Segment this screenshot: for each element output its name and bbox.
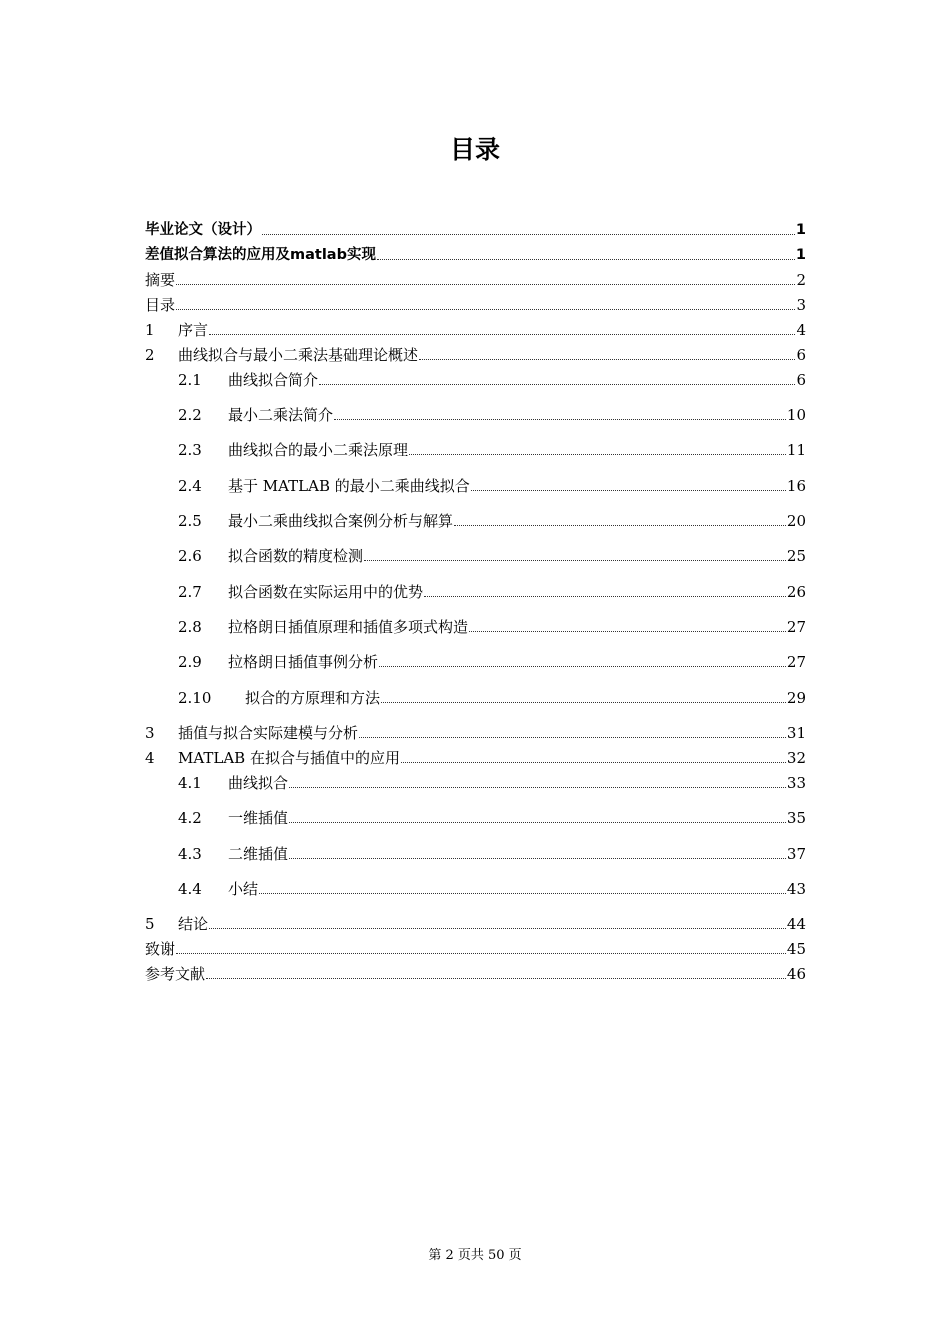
toc-entry-number: 2.3 xyxy=(178,441,202,459)
toc-dot-leader xyxy=(424,595,786,597)
toc-dot-leader xyxy=(209,333,795,335)
toc-entry-label: 目录 xyxy=(145,296,176,314)
toc-entry-number: 2.1 xyxy=(178,371,202,389)
toc-entry-page: 46 xyxy=(786,965,806,983)
toc-entry[interactable] xyxy=(145,474,806,496)
toc-dot-leader xyxy=(419,358,795,360)
toc-dot-leader xyxy=(379,665,786,667)
toc-entry-label: MATLAB 在拟合与插值中的应用 xyxy=(178,749,400,767)
toc-entry[interactable] xyxy=(145,544,806,566)
toc-dot-leader xyxy=(401,761,786,763)
toc-entry-label: 插值与拟合实际建模与分析 xyxy=(178,724,359,742)
toc-entry-label: 曲线拟合的最小二乘法原理 xyxy=(228,441,409,459)
toc-entry-page: 37 xyxy=(786,845,806,863)
toc-dot-leader xyxy=(259,892,786,894)
toc-entry[interactable] xyxy=(145,721,806,743)
toc-entry-page: 29 xyxy=(786,689,806,707)
toc-entry-label: 拉格朗日插值原理和插值多项式构造 xyxy=(228,618,469,636)
toc-entry-number: 4.4 xyxy=(178,880,202,898)
toc-entry-page: 27 xyxy=(786,653,806,671)
toc-dot-leader xyxy=(209,927,786,929)
toc-entry[interactable] xyxy=(145,403,806,425)
toc-entry-number: 2.10 xyxy=(178,689,212,707)
toc-dot-leader xyxy=(454,524,786,526)
toc-dot-leader xyxy=(176,952,786,954)
toc-dot-leader xyxy=(206,977,786,979)
toc-entry[interactable] xyxy=(145,650,806,672)
toc-entry[interactable] xyxy=(145,937,806,959)
toc-dot-leader xyxy=(289,821,786,823)
toc-entry-number: 2.6 xyxy=(178,547,202,565)
toc-dot-leader xyxy=(262,233,795,235)
toc-entry[interactable] xyxy=(145,580,806,602)
toc-entry[interactable] xyxy=(145,318,806,340)
toc-dot-leader xyxy=(381,701,786,703)
toc-entry-label: 曲线拟合 xyxy=(228,774,289,792)
page-title: 目录 xyxy=(449,135,500,164)
toc-entry-page: 6 xyxy=(796,346,806,364)
toc-dot-leader xyxy=(359,736,786,738)
toc-entry-label: 二维插值 xyxy=(228,845,289,863)
toc-entry[interactable] xyxy=(145,615,806,637)
toc-entry-label: 序言 xyxy=(178,321,209,339)
toc-entry[interactable] xyxy=(145,343,806,365)
toc-entry-label: 一维插值 xyxy=(228,809,289,827)
toc-entry-number: 2 xyxy=(145,346,155,364)
toc-entry[interactable] xyxy=(145,268,806,290)
toc-entry-label: 毕业论文（设计） xyxy=(145,222,261,238)
toc-entry[interactable] xyxy=(145,771,806,793)
toc-entry-number: 4.2 xyxy=(178,809,202,827)
toc-entry-number: 1 xyxy=(145,321,155,339)
toc-entry-label: 基于 MATLAB 的最小二乘曲线拟合 xyxy=(228,477,470,495)
toc-entry[interactable] xyxy=(145,293,806,315)
toc-entry-page: 44 xyxy=(786,915,806,933)
toc-entry[interactable] xyxy=(145,746,806,768)
toc-entry[interactable] xyxy=(145,877,806,899)
toc-entry-label: 致谢 xyxy=(145,940,176,958)
toc-entry[interactable] xyxy=(145,686,806,708)
toc-entry-page: 2 xyxy=(796,271,806,289)
toc-entry-page: 31 xyxy=(786,724,806,742)
toc-entry-page: 43 xyxy=(786,880,806,898)
toc-entry-number: 3 xyxy=(145,724,155,742)
toc-entry[interactable] xyxy=(145,806,806,828)
toc-entry-page: 27 xyxy=(786,618,806,636)
toc-dot-leader xyxy=(176,283,795,285)
toc-entry-page: 6 xyxy=(796,371,806,389)
toc-entry-label: 最小二乘曲线拟合案例分析与解算 xyxy=(228,512,454,530)
toc-entry[interactable] xyxy=(145,438,806,460)
toc-entry-page: 10 xyxy=(786,406,806,424)
toc-entry-page: 11 xyxy=(786,441,806,459)
toc-dot-leader xyxy=(469,630,786,632)
toc-dot-leader xyxy=(364,559,786,561)
toc-entry-number: 2.9 xyxy=(178,653,202,671)
toc-entry-number: 2.8 xyxy=(178,618,202,636)
toc-entry-page: 16 xyxy=(786,477,806,495)
toc-dot-leader xyxy=(471,489,786,491)
toc-entry-label: 最小二乘法简介 xyxy=(228,406,334,424)
toc-dot-leader xyxy=(176,308,795,310)
toc-entry-label: 拟合函数的精度检测 xyxy=(228,547,364,565)
toc-entry-number: 2.4 xyxy=(178,477,202,495)
toc-entry-page: 3 xyxy=(796,296,806,314)
toc-entry[interactable] xyxy=(145,962,806,984)
toc-entry-label: 小结 xyxy=(228,880,259,898)
toc-dot-leader xyxy=(409,453,786,455)
toc-dot-leader xyxy=(334,418,786,420)
toc-entry-page: 1 xyxy=(795,222,806,238)
toc-entry-label: 曲线拟合简介 xyxy=(228,371,319,389)
toc-entry-number: 2.2 xyxy=(178,406,202,424)
toc-entry-number: 5 xyxy=(145,915,155,933)
toc-entry-page: 4 xyxy=(796,321,806,339)
toc-entry-label: 拉格朗日插值事例分析 xyxy=(228,653,379,671)
toc-entry-number: 4.3 xyxy=(178,845,202,863)
toc-entry-number: 2.5 xyxy=(178,512,202,530)
toc-entry-page: 20 xyxy=(786,512,806,530)
toc-entry-page: 32 xyxy=(786,749,806,767)
toc-entry-page: 26 xyxy=(786,583,806,601)
toc-entry[interactable] xyxy=(145,912,806,934)
toc-dot-leader xyxy=(289,786,786,788)
toc-entry[interactable] xyxy=(145,368,806,390)
page-footer: 第 2 页共 50 页 xyxy=(428,1248,522,1263)
toc-entry[interactable] xyxy=(145,842,806,864)
toc-entry-label: 结论 xyxy=(178,915,209,933)
toc-entry-label: 曲线拟合与最小二乘法基础理论概述 xyxy=(178,346,419,364)
toc-entry[interactable] xyxy=(145,218,806,240)
toc-dot-leader xyxy=(377,258,795,260)
toc-entry-page: 35 xyxy=(786,809,806,827)
toc-entry-label: 摘要 xyxy=(145,271,176,289)
toc-entry-page: 25 xyxy=(786,547,806,565)
toc-entry-page: 33 xyxy=(786,774,806,792)
toc-entry-label: 差值拟合算法的应用及matlab实现 xyxy=(145,247,376,263)
toc-entry-label: 拟合的方原理和方法 xyxy=(245,689,381,707)
toc-entry-number: 4 xyxy=(145,749,155,767)
toc-entry-page: 1 xyxy=(795,247,806,263)
toc-entry-number: 4.1 xyxy=(178,774,202,792)
toc-entry-label: 参考文献 xyxy=(145,965,206,983)
toc-dot-leader xyxy=(289,857,786,859)
toc-entry-label: 拟合函数在实际运用中的优势 xyxy=(228,583,424,601)
toc-dot-leader xyxy=(319,383,795,385)
toc-entry-page: 45 xyxy=(786,940,806,958)
toc-entry[interactable] xyxy=(145,243,806,265)
toc-entry[interactable] xyxy=(145,509,806,531)
toc-entry-number: 2.7 xyxy=(178,583,202,601)
